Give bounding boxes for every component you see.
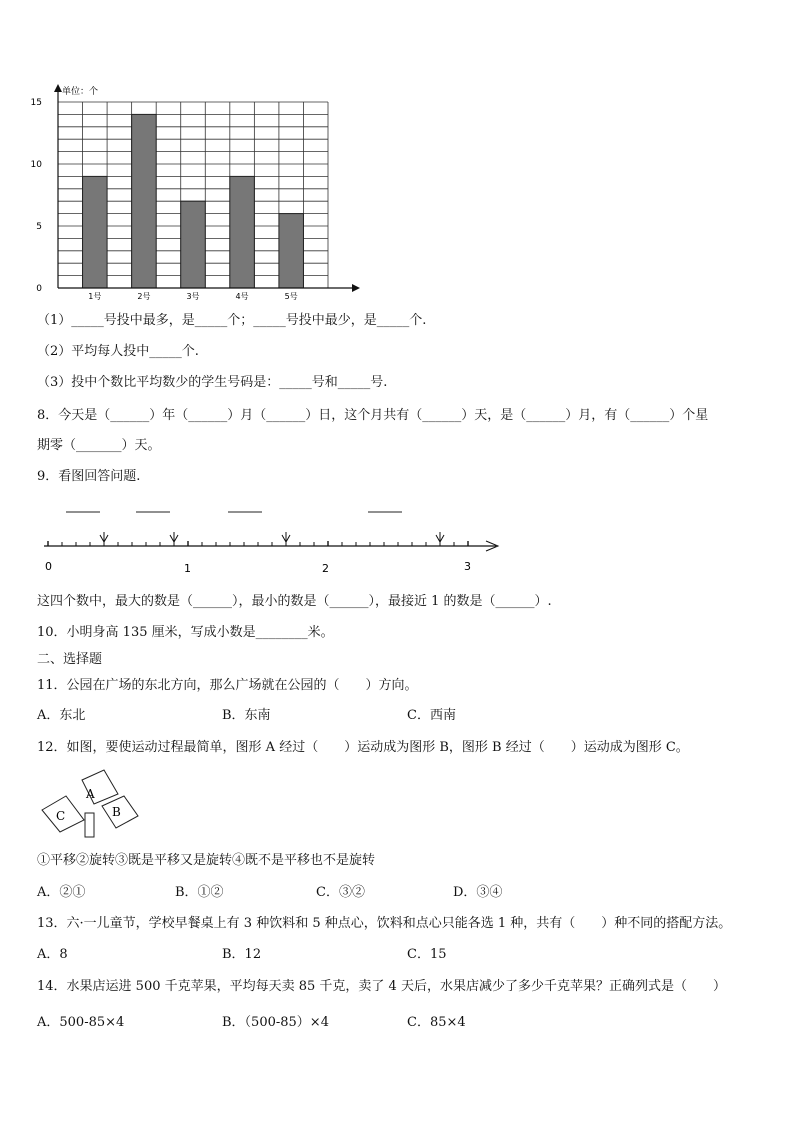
x-tick-label: 1号 — [88, 292, 102, 301]
q7-sub1: （1）_____号投中最多，是_____个；_____号投中最少，是_____个. — [37, 313, 427, 328]
q13-option-a: A．8 — [37, 947, 68, 962]
shape-label-b: B — [112, 805, 121, 819]
q12-option-b: B．①② — [175, 885, 224, 900]
chart-unit-label: 单位：个 — [62, 87, 99, 97]
q12-option-d: D．③④ — [453, 885, 503, 900]
q11-stem: 11．公园在广场的东北方向，那么广场就在公园的（ ）方向。 — [37, 678, 418, 693]
shape-label-c: C — [56, 809, 66, 823]
q12-choices: ①平移②旋转③既是平移又是旋转④既不是平移也不是旋转 — [37, 853, 376, 868]
nl-label-1: 1 — [184, 562, 191, 575]
y-tick-label: 5 — [36, 222, 42, 232]
y-tick-label: 10 — [30, 160, 42, 170]
q14-stem: 14．水果店运进 500 千克苹果，平均每天卖 85 千克，卖了 4 天后，水果店减少了多少千克苹果？正确列式是（ ） — [37, 979, 726, 994]
q13-option-c: C．15 — [407, 947, 447, 962]
q12-stem: 12．如图，要使运动过程最简单，图形 A 经过（ ）运动成为图形 B，图形 B 经过（ ）运动成为图形 C。 — [37, 740, 689, 755]
bar-chart — [30, 82, 370, 302]
q12-figure — [38, 768, 148, 840]
x-tick-label: 5号 — [284, 292, 298, 301]
nl-label-2: 2 — [322, 562, 329, 575]
q14-option-c: C．85×4 — [407, 1015, 466, 1030]
bar — [181, 201, 206, 288]
x-tick-label: 3号 — [186, 292, 200, 301]
x-tick-label: 2号 — [137, 292, 151, 301]
q8-line1: 8．今天是（______）年（______）月（______）日，这个月共有（______）天，是（______）月，有（______）个星 — [37, 408, 709, 423]
q12-option-c: C．③② — [316, 885, 365, 900]
q11-option-b: B．东南 — [222, 708, 271, 723]
q13-option-b: B．12 — [222, 947, 262, 962]
nl-label-0: 0 — [45, 560, 52, 573]
q7-sub3: （3）投中个数比平均数少的学生号码是：_____号和_____号. — [37, 375, 388, 390]
y-tick-label: 15 — [30, 98, 42, 108]
q14-option-a: A．500-85×4 — [37, 1015, 125, 1030]
y-axis-arrow — [54, 84, 62, 92]
q8-line2: 期零（_______）天。 — [37, 438, 161, 453]
q9-title: 9．看图回答问题. — [37, 469, 141, 484]
bar — [230, 176, 255, 288]
q10: 10．小明身高 135 厘米，写成小数是________米。 — [37, 625, 334, 640]
x-axis-arrow — [352, 284, 360, 292]
bar — [279, 214, 304, 288]
x-tick-label: 4号 — [235, 292, 249, 301]
bar — [83, 176, 108, 288]
y-tick-label: 0 — [36, 284, 42, 294]
q12-option-a: A．②① — [37, 885, 86, 900]
shape-label-a: A — [86, 787, 95, 801]
q14-option-b: B．（500-85）×4 — [222, 1015, 329, 1030]
number-line-ticks — [44, 532, 498, 551]
q9-question: 这四个数中，最大的数是（______），最小的数是（______），最接近 1 的数是（______）. — [37, 594, 552, 609]
section-title: 二、选择题 — [37, 652, 103, 667]
q11-option-a: A．东北 — [37, 708, 86, 723]
bar — [132, 114, 157, 288]
q11-option-c: C．西南 — [407, 708, 456, 723]
number-line — [38, 500, 508, 580]
q7-sub2: （2）平均每人投中_____个. — [37, 344, 199, 359]
q13-stem: 13．六·一儿童节，学校早餐桌上有 3 种饮料和 5 种点心，饮料和点心只能各选 1 种，共有（ ）种不同的搭配方法。 — [37, 916, 732, 931]
nl-label-3: 3 — [464, 560, 471, 573]
